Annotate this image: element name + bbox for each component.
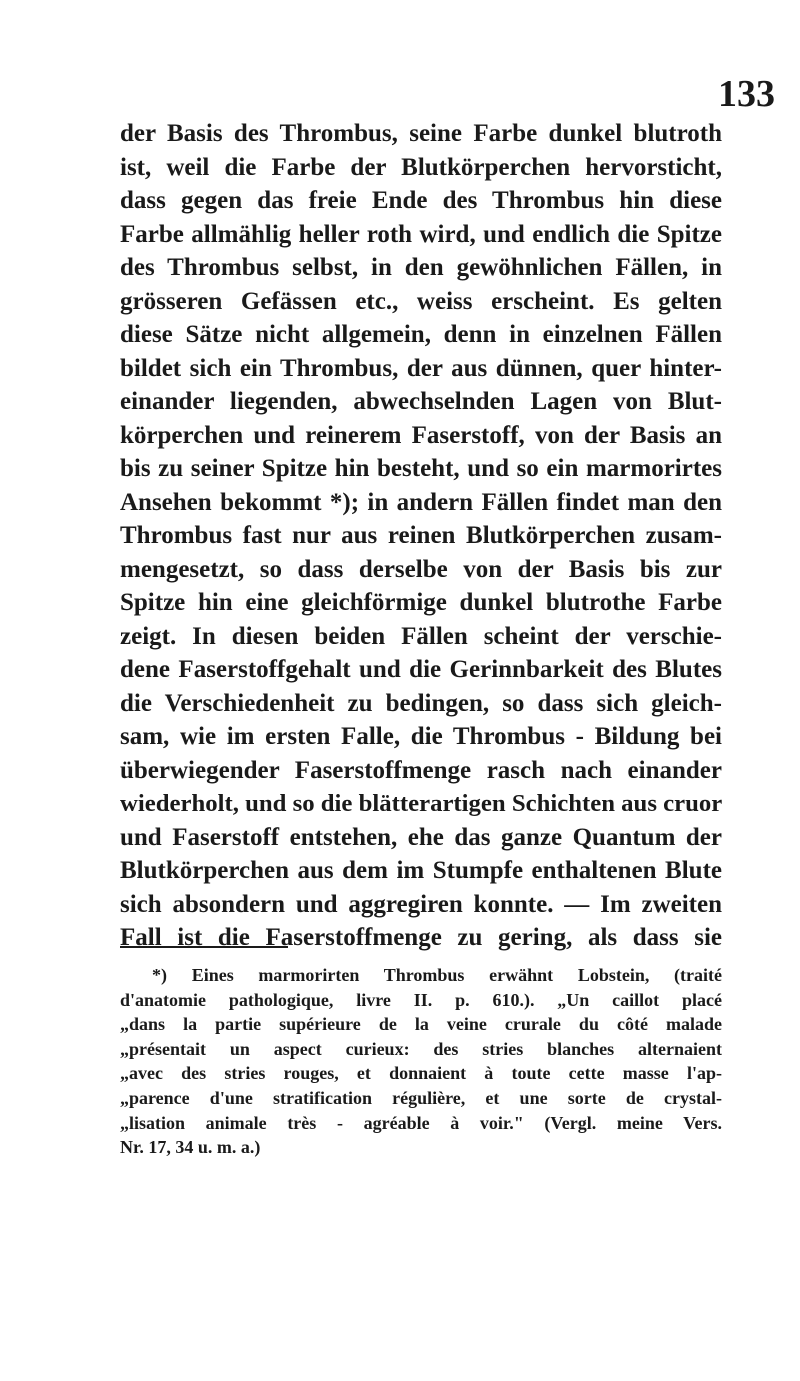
footnote-line: Nr. 17, 34 u. m. a.) [120,1137,261,1158]
footnote [120,963,722,1160]
body-line: dene Faserstoffgehalt und die Gerinnbarkeit des Blutes [120,656,722,683]
body-line: dass gegen das freie Ende des Thrombus hin diese [120,187,722,214]
body-line: Thrombus fast nur aus reinen Blutkörperchen zusam- [120,522,722,549]
body-line: grösseren Gefässen etc., weiss erscheint. Es gelten [120,287,722,315]
footnote-line: *) Eines marmorirten Thrombus erwähnt Lobstein, (traité [152,965,722,985]
body-line: Farbe allmählig heller roth wird, und endlich die Spitze [120,220,722,248]
body-line: und Faserstoff entstehen, ehe das ganze Quantum der [120,823,722,851]
body-line-footnote-ref: Ansehen bekommt *); in andern Fällen findet man den [120,488,722,516]
body-line: die Verschiedenheit zu bedingen, so dass sich gleich- [120,689,722,717]
footnote-line: „présentait un aspect curieux: des stries blanches alternaient [120,1038,722,1059]
body-line: des Thrombus selbst, in den gewöhnlichen Fällen, in [120,254,722,281]
footnote-divider [120,946,288,948]
body-line: der Basis des Thrombus, seine Farbe dunkel blutroth [120,120,722,147]
body-line: diese Sätze nicht allgemein, denn in einzelnen Fällen [120,321,722,348]
body-line: wiederholt, und so die blätterartigen Schichten aus cruor [120,790,723,817]
body-line: bis zu seiner Spitze hin besteht, und so ein marmorirtes [120,455,722,482]
body-line: mengesetzt, so dass derselbe von der Basis bis zur [120,555,722,583]
body-line: überwiegender Faserstoffmenge rasch nach einander [120,756,722,784]
body-line: ist, weil die Farbe der Blutkörperchen hervorsticht, [120,153,722,181]
footnote-line: „parence d'une stratification régulière, et une sorte de crystal- [120,1087,722,1108]
body-line: Fall ist die Faserstoffmenge zu gering, als dass sie [120,924,722,951]
body-line: Spitze hin eine gleichförmige dunkel blutrothe Farbe [120,589,722,616]
footnote-line: d'anatomie pathologique, livre II. p. 610.). „Un caillot placé [120,989,722,1010]
footnote-line: „lisation animale très - agréable à voir." (Vergl. meine Vers. [120,1112,722,1133]
body-line: Blutkörperchen aus dem im Stumpfe enthaltenen Blute [120,857,722,884]
footnote-line: „avec des stries rouges, et donnaient à toute cette masse l'ap- [120,1063,722,1084]
body-line: körperchen und reinerem Faserstoff, von der Basis an [120,421,722,449]
body-text [120,117,722,955]
body-line: sam, wie im ersten Falle, die Thrombus - Bildung bei [120,723,722,750]
page-number: 133 [718,73,775,115]
body-line: einander liegenden, abwechselnden Lagen von Blut- [120,388,722,415]
body-line: bildet sich ein Thrombus, der aus dünnen, quer hinter- [120,354,722,382]
body-line: sich absondern und aggregiren konnte. — Im zweiten [120,890,722,918]
footnote-line: „dans la partie supérieure de la veine crurale du côté malade [120,1014,722,1035]
body-line: zeigt. In diesen beiden Fällen scheint der verschie- [120,622,722,650]
